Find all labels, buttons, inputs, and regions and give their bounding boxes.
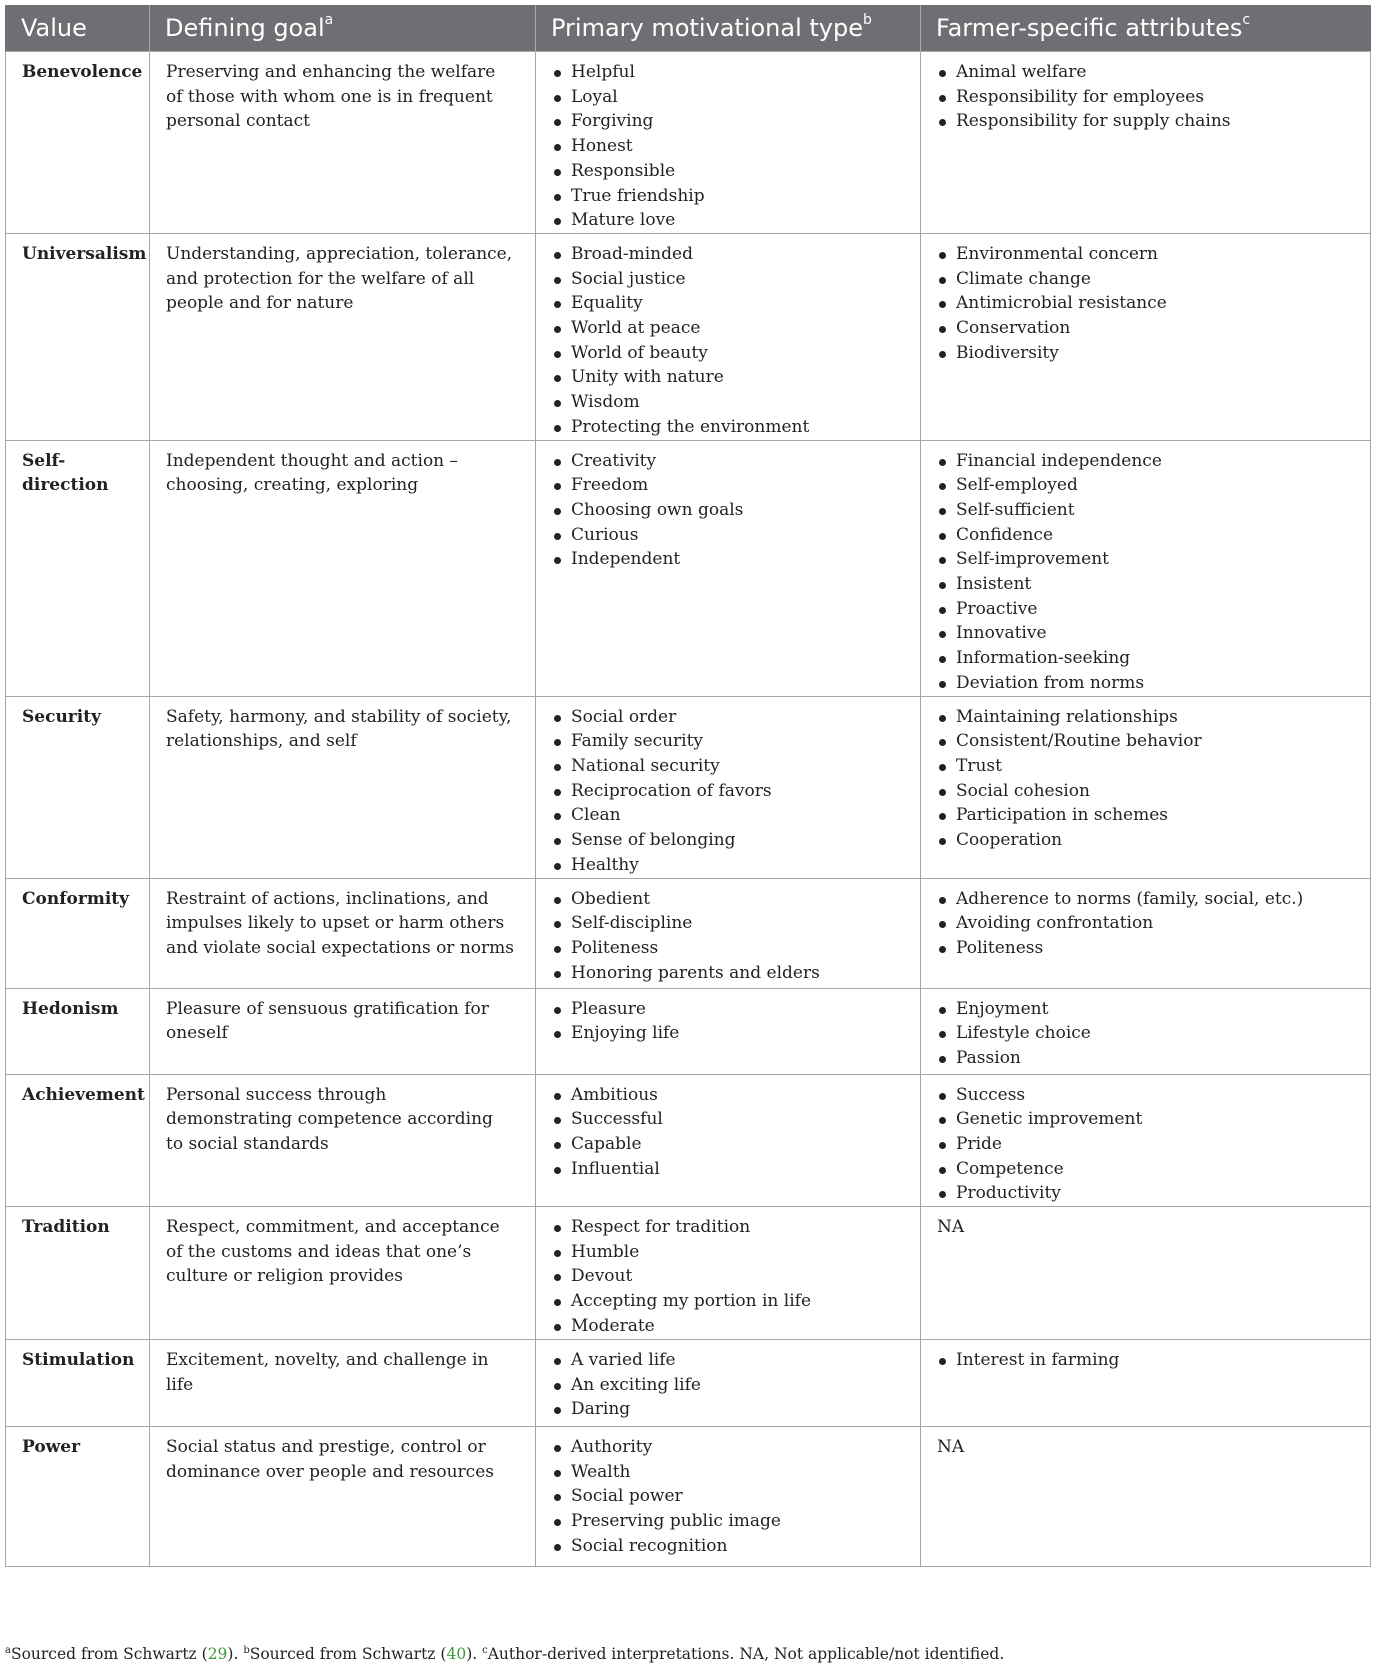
list-item: Responsibility for employees xyxy=(937,85,1360,110)
defining-goal: Safety, harmony, and stability of society, relationships, and self xyxy=(150,696,536,878)
list-item: Social cohesion xyxy=(937,779,1360,804)
header-footnote-a: a xyxy=(324,12,334,28)
list-item: Preserving public image xyxy=(552,1509,910,1534)
list-item: Enjoying life xyxy=(552,1021,910,1046)
list-item: Social justice xyxy=(552,267,910,292)
list-item: Obedient xyxy=(552,887,910,912)
list-item: Forgiving xyxy=(552,109,910,134)
list-item: Biodiversity xyxy=(937,341,1360,366)
list-item: Authority xyxy=(552,1435,910,1460)
list-item: Loyal xyxy=(552,85,910,110)
list-item: Consistent/Routine behavior xyxy=(937,729,1360,754)
value-name: Universalism xyxy=(6,233,150,440)
list-item: Social power xyxy=(552,1484,910,1509)
header-value: Value xyxy=(6,5,150,52)
value-name: Benevolence xyxy=(6,52,150,234)
list-item: Accepting my portion in life xyxy=(552,1289,910,1314)
list-item: Wisdom xyxy=(552,390,910,415)
table-body xyxy=(6,52,1371,1567)
list-item: Choosing own goals xyxy=(552,498,910,523)
motivational-type-cell xyxy=(536,1074,921,1207)
list-item: Honoring parents and elders xyxy=(552,961,910,986)
not-applicable-text: NA xyxy=(937,1217,965,1238)
farmer-attributes-cell xyxy=(921,1427,1371,1567)
table-row xyxy=(6,1427,1371,1567)
motivational-type-list xyxy=(552,1348,910,1422)
value-name: Self-direction xyxy=(6,440,150,696)
farmer-attributes-list xyxy=(937,705,1360,853)
motivational-type-cell xyxy=(536,1427,921,1567)
motivational-type-list xyxy=(552,60,910,233)
list-item: Genetic improvement xyxy=(937,1107,1360,1132)
list-item: Antimicrobial resistance xyxy=(937,291,1360,316)
list-item: Reciprocation of favors xyxy=(552,779,910,804)
list-item: Innovative xyxy=(937,621,1360,646)
list-item: Independent xyxy=(552,547,910,572)
table-row xyxy=(6,440,1371,696)
list-item: Pride xyxy=(937,1132,1360,1157)
list-item: Conservation xyxy=(937,316,1360,341)
farmer-attributes-cell xyxy=(921,878,1371,988)
farmer-attributes-cell xyxy=(921,696,1371,878)
list-item: Ambitious xyxy=(552,1083,910,1108)
table-row xyxy=(6,878,1371,988)
defining-goal: Pleasure of sensuous gratification for oneself xyxy=(150,988,536,1074)
farmer-attributes-list xyxy=(937,60,1360,134)
list-item: True friendship xyxy=(552,184,910,209)
farmer-attributes-cell xyxy=(921,440,1371,696)
motivational-type-list xyxy=(552,1083,910,1182)
motivational-type-list xyxy=(552,887,910,986)
motivational-type-list xyxy=(552,449,910,573)
list-item: Self-improvement xyxy=(937,547,1360,572)
farmer-attributes-list xyxy=(937,449,1360,696)
value-name: Security xyxy=(6,696,150,878)
defining-goal: Understanding, appreciation, tolerance, and protection for the welfare of all people and for nature xyxy=(150,233,536,440)
value-name: Hedonism xyxy=(6,988,150,1074)
list-item: Maintaining relationships xyxy=(937,705,1360,730)
motivational-type-list xyxy=(552,1215,910,1339)
defining-goal: Social status and prestige, control or dominance over people and resources xyxy=(150,1427,536,1567)
table-footnote: $^a$Sourced from Schwartz (29). $^b$Sourced from Schwartz (40). $^c$Author-derived interpretations. NA, Not applicable/not identified. xyxy=(5,1644,1005,1663)
list-item: Moderate xyxy=(552,1314,910,1339)
list-item: Mature love xyxy=(552,208,910,233)
list-item: Honest xyxy=(552,134,910,159)
table-row xyxy=(6,696,1371,878)
list-item: Equality xyxy=(552,291,910,316)
motivational-type-cell xyxy=(536,696,921,878)
list-item: A varied life xyxy=(552,1348,910,1373)
farmer-attributes-list xyxy=(937,887,1360,961)
list-item: Self-discipline xyxy=(552,911,910,936)
motivational-type-list xyxy=(552,705,910,878)
list-item: Sense of belonging xyxy=(552,828,910,853)
motivational-type-cell xyxy=(536,878,921,988)
value-name: Stimulation xyxy=(6,1340,150,1427)
header-primary-motivational-type: Primary motivational type$^b$ xyxy=(536,5,921,52)
list-item: Lifestyle choice xyxy=(937,1021,1360,1046)
list-item: National security xyxy=(552,754,910,779)
list-item: Politeness xyxy=(937,936,1360,961)
list-item: World at peace xyxy=(552,316,910,341)
list-item: Politeness xyxy=(552,936,910,961)
list-item: Creativity xyxy=(552,449,910,474)
list-item: Financial independence xyxy=(937,449,1360,474)
values-table xyxy=(5,5,1371,1567)
defining-goal: Excitement, novelty, and challenge in life xyxy=(150,1340,536,1427)
farmer-attributes-cell xyxy=(921,52,1371,234)
list-item: Humble xyxy=(552,1240,910,1265)
list-item: Responsibility for supply chains xyxy=(937,109,1360,134)
list-item: Respect for tradition xyxy=(552,1215,910,1240)
defining-goal: Preserving and enhancing the welfare of those with whom one is in frequent personal contact xyxy=(150,52,536,234)
list-item: Pleasure xyxy=(552,997,910,1022)
list-item: Helpful xyxy=(552,60,910,85)
table-row xyxy=(6,1074,1371,1207)
table-header xyxy=(6,5,1371,52)
table-row xyxy=(6,1207,1371,1340)
motivational-type-cell xyxy=(536,52,921,234)
list-item: Climate change xyxy=(937,267,1360,292)
list-item: Freedom xyxy=(552,473,910,498)
list-item: Cooperation xyxy=(937,828,1360,853)
list-item: Devout xyxy=(552,1264,910,1289)
list-item: Confidence xyxy=(937,523,1360,548)
motivational-type-cell xyxy=(536,233,921,440)
header-defining-goal: Defining goal$^a$ xyxy=(150,5,536,52)
list-item: Clean xyxy=(552,803,910,828)
list-item: Animal welfare xyxy=(937,60,1360,85)
list-item: Deviation from norms xyxy=(937,671,1360,696)
list-item: Self-sufficient xyxy=(937,498,1360,523)
list-item: Self-employed xyxy=(937,473,1360,498)
list-item: Healthy xyxy=(552,853,910,878)
reference-link-29[interactable]: 29 xyxy=(207,1645,228,1663)
value-name: Achievement xyxy=(6,1074,150,1207)
list-item: Passion xyxy=(937,1046,1360,1071)
list-item: Information-seeking xyxy=(937,646,1360,671)
list-item: Successful xyxy=(552,1107,910,1132)
motivational-type-list xyxy=(552,997,910,1046)
list-item: Avoiding confrontation xyxy=(937,911,1360,936)
list-item: World of beauty xyxy=(552,341,910,366)
list-item: An exciting life xyxy=(552,1373,910,1398)
list-item: Insistent xyxy=(937,572,1360,597)
defining-goal: Restraint of actions, inclinations, and impulses likely to upset or harm others and violate social expectations or norms xyxy=(150,878,536,988)
defining-goal: Respect, commitment, and acceptance of the customs and ideas that one’s culture or religion provides xyxy=(150,1207,536,1340)
list-item: Social order xyxy=(552,705,910,730)
list-item: Competence xyxy=(937,1157,1360,1182)
value-name: Tradition xyxy=(6,1207,150,1340)
list-item: Daring xyxy=(552,1397,910,1422)
list-item: Broad-minded xyxy=(552,242,910,267)
value-name: Power xyxy=(6,1427,150,1567)
list-item: Success xyxy=(937,1083,1360,1108)
motivational-type-list xyxy=(552,242,910,440)
farmer-attributes-list xyxy=(937,1083,1360,1207)
list-item: Adherence to norms (family, social, etc.) xyxy=(937,887,1360,912)
motivational-type-cell xyxy=(536,1340,921,1427)
motivational-type-cell xyxy=(536,440,921,696)
list-item: Participation in schemes xyxy=(937,803,1360,828)
farmer-attributes-cell xyxy=(921,1340,1371,1427)
motivational-type-cell xyxy=(536,1207,921,1340)
motivational-type-cell xyxy=(536,988,921,1074)
list-item: Enjoyment xyxy=(937,997,1360,1022)
list-item: Proactive xyxy=(937,597,1360,622)
header-footnote-b: b xyxy=(863,12,872,28)
farmer-attributes-cell xyxy=(921,988,1371,1074)
header-footnote-c: c xyxy=(1242,12,1251,28)
farmer-attributes-list xyxy=(937,242,1360,366)
list-item: Environmental concern xyxy=(937,242,1360,267)
list-item: Social recognition xyxy=(552,1534,910,1559)
table-row xyxy=(6,988,1371,1074)
farmer-attributes-cell xyxy=(921,233,1371,440)
header-farmer-specific-attributes: Farmer-specific attributes$^c$ xyxy=(921,5,1371,52)
list-item: Capable xyxy=(552,1132,910,1157)
value-name: Conformity xyxy=(6,878,150,988)
list-item: Family security xyxy=(552,729,910,754)
reference-link-40[interactable]: 40 xyxy=(446,1645,467,1663)
defining-goal: Personal success through demonstrating competence according to social standards xyxy=(150,1074,536,1207)
table-row xyxy=(6,233,1371,440)
farmer-attributes-list xyxy=(937,1348,1360,1373)
not-applicable-text: NA xyxy=(937,1437,965,1458)
list-item: Influential xyxy=(552,1157,910,1182)
list-item: Curious xyxy=(552,523,910,548)
farmer-attributes-cell xyxy=(921,1207,1371,1340)
list-item: Protecting the environment xyxy=(552,415,910,440)
list-item: Responsible xyxy=(552,159,910,184)
motivational-type-list xyxy=(552,1435,910,1559)
list-item: Productivity xyxy=(937,1181,1360,1206)
farmer-attributes-cell xyxy=(921,1074,1371,1207)
list-item: Wealth xyxy=(552,1460,910,1485)
defining-goal: Independent thought and action – choosing, creating, exploring xyxy=(150,440,536,696)
list-item: Interest in farming xyxy=(937,1348,1360,1373)
list-item: Trust xyxy=(937,754,1360,779)
table-row xyxy=(6,52,1371,234)
table-row xyxy=(6,1340,1371,1427)
farmer-attributes-list xyxy=(937,997,1360,1071)
list-item: Unity with nature xyxy=(552,365,910,390)
